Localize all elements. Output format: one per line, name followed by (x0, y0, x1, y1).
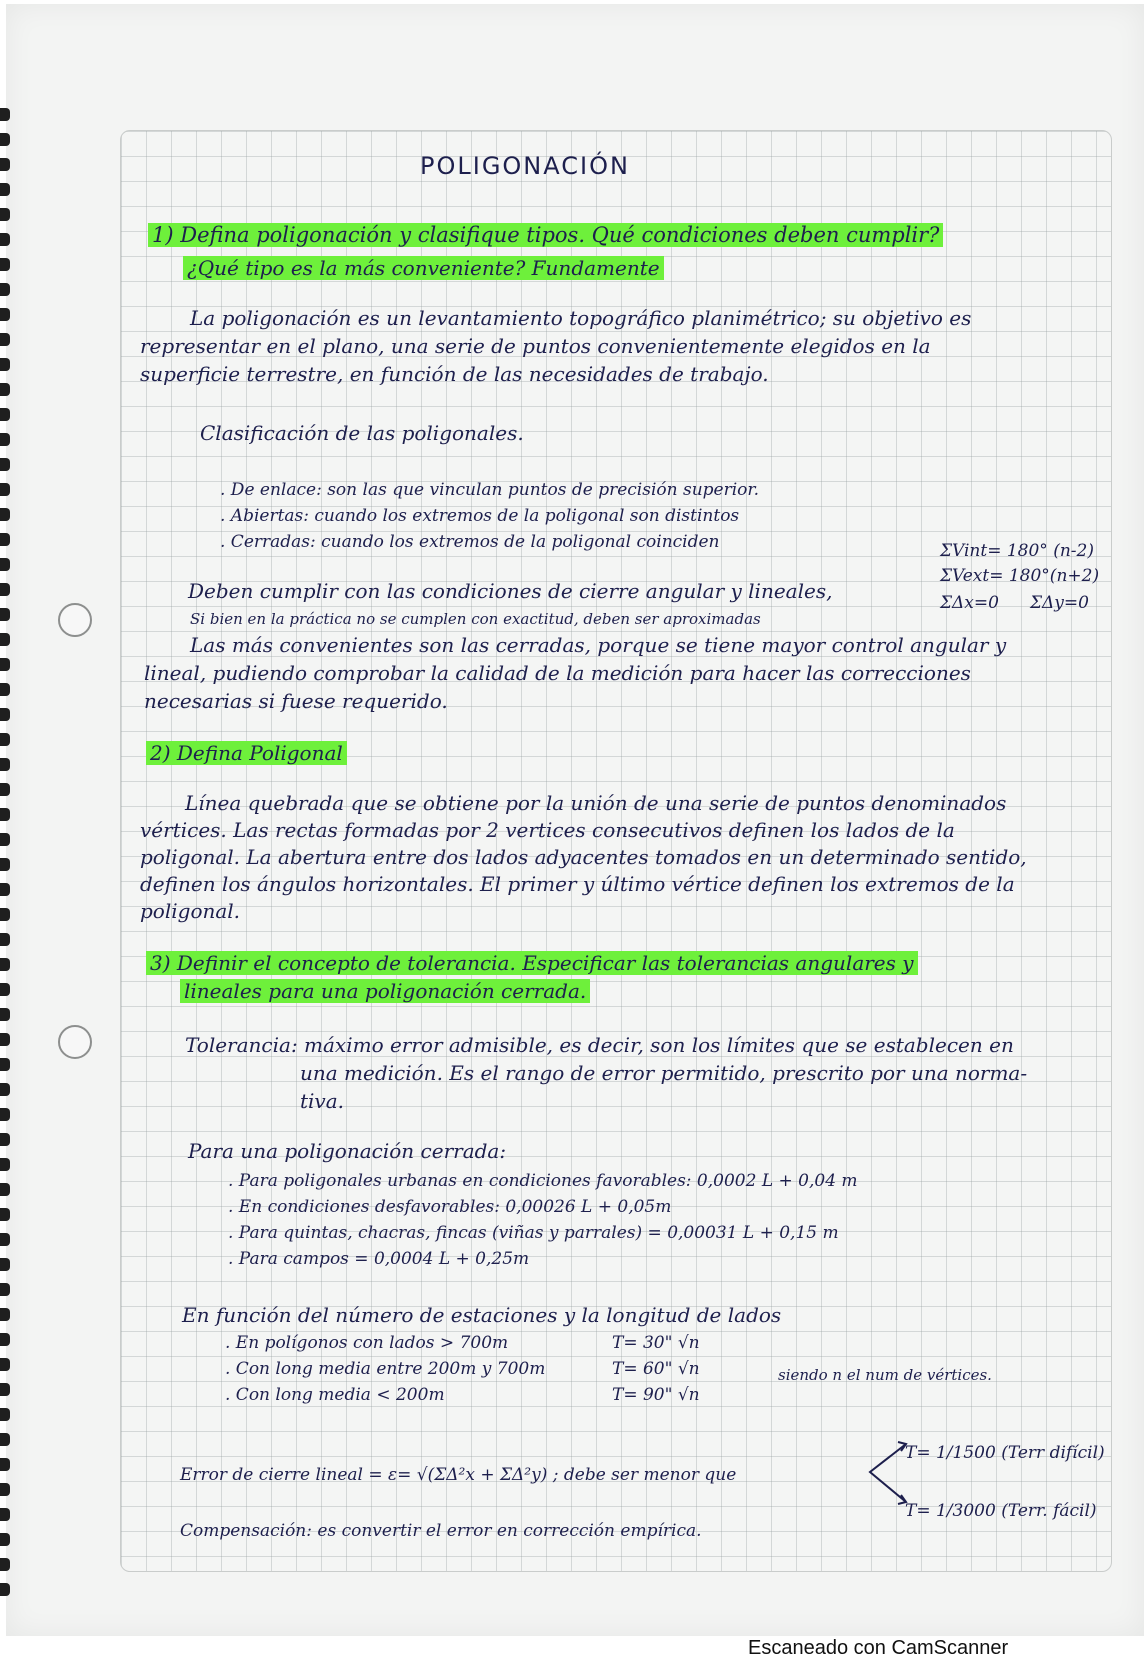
error-formula: Error de cierre lineal = ε= √(ΣΔ²x + ΣΔ²y) ; debe ser menor que (180, 1465, 737, 1485)
q2-body-line: vértices. Las rectas formadas por 2 vertices consecutivos definen los lados de la (140, 818, 955, 842)
type-item: . Cerradas: cuando los extremos de la poligonal coinciden (220, 532, 720, 552)
closed-item: . En condiciones desfavorables: 0,00026 L + 0,05m (228, 1197, 672, 1217)
tolerance-line: tiva. (300, 1089, 345, 1113)
closed-item: . Para quintas, chacras, fincas (viñas y parrales) = 0,00031 L + 0,15 m (228, 1223, 839, 1243)
compensation-text: Compensación: es convertir el error en corrección empírica. (180, 1521, 702, 1541)
stations-title: En función del número de estaciones y la longitud de lados (182, 1303, 782, 1327)
error-option: T= 1/3000 (Terr. fácil) (905, 1501, 1097, 1521)
conclusion-line: Las más convenientes son las cerradas, porque se tiene mayor control angular y (190, 633, 1007, 657)
scanner-watermark: Escaneado con CamScanner (748, 1637, 1009, 1659)
conclusion-line: lineal, pudiendo comprobar la calidad de la medición para hacer las correcciones (144, 661, 971, 685)
q1-body-line: La poligonación es un levantamiento topográfico planimétrico; su objetivo es (190, 306, 972, 330)
formula-dy: ΣΔy=0 (1030, 593, 1089, 613)
classification-title: Clasificación de las poligonales. (200, 421, 524, 445)
brace-arrow-icon (860, 1420, 910, 1510)
tolerance-line: Tolerancia: máximo error admisible, es decir, son los límites que se establecen en (185, 1033, 1014, 1057)
punch-hole-bottom (58, 1025, 92, 1059)
q3-heading-line2: lineales para una poligonación cerrada. (180, 978, 590, 1004)
q2-body-line: Línea quebrada que se obtiene por la unión de una serie de puntos denominados (185, 791, 1007, 815)
q2-body-line: poligonal. La abertura entre dos lados adyacentes tomados en un determinado sentido, (140, 845, 1027, 869)
punch-hole-top (58, 603, 92, 637)
error-option: T= 1/1500 (Terr difícil) (905, 1443, 1105, 1463)
station-label: . Con long media < 200m (225, 1385, 445, 1405)
q3-heading-line1: 3) Definir el concepto de tolerancia. Especificar las tolerancias angulares y (146, 950, 918, 976)
practice-note: Si bien en la práctica no se cumplen con exactitud, deben ser aproximadas (190, 610, 761, 628)
formula-ext: ΣVext= 180°(n+2) (940, 566, 1100, 586)
conditions-text: Deben cumplir con las condiciones de cierre angular y lineales, (188, 579, 833, 603)
type-item: . Abiertas: cuando los extremos de la poligonal son distintos (220, 506, 740, 526)
station-formula: T= 30" √n (612, 1333, 700, 1353)
closed-title: Para una poligonación cerrada: (188, 1139, 507, 1163)
q2-heading: 2) Defina Poligonal (146, 740, 347, 766)
closed-item: . Para poligonales urbanas en condiciones favorables: 0,0002 L + 0,04 m (228, 1171, 858, 1191)
tolerance-line: una medición. Es el rango de error permitido, prescrito por una norma- (300, 1061, 1028, 1085)
closed-item: . Para campos = 0,0004 L + 0,25m (228, 1249, 530, 1269)
q2-body-line: poligonal. (140, 899, 241, 923)
q1-heading-line1: 1) Defina poligonación y clasifique tipos. Qué condiciones deben cumplir? (148, 222, 943, 248)
conclusion-line: necesarias si fuese requerido. (144, 689, 448, 713)
station-formula: T= 90" √n (612, 1385, 700, 1405)
q1-body-line: superficie terrestre, en función de las necesidades de trabajo. (140, 362, 769, 386)
station-label: . Con long media entre 200m y 700m (225, 1359, 546, 1379)
q1-body-line: representar en el plano, una serie de puntos convenientemente elegidos en la (140, 334, 931, 358)
formula-int: ΣVint= 180° (n-2) (940, 541, 1094, 561)
station-label: . En polígonos con lados > 700m (225, 1333, 509, 1353)
spiral-binding (0, 108, 14, 1648)
q1-heading-line2: ¿Qué tipo es la más conveniente? Fundamente (183, 255, 664, 281)
formula-dx: ΣΔx=0 (940, 593, 999, 613)
q2-body-line: definen los ángulos horizontales. El primer y último vértice definen los extremos de la (140, 872, 1015, 896)
siendo-note: siendo n el num de vértices. (778, 1366, 992, 1384)
type-item: . De enlace: son las que vinculan puntos de precisión superior. (220, 480, 760, 500)
page-title: POLIGONACIÓN (420, 152, 630, 180)
station-formula: T= 60" √n (612, 1359, 700, 1379)
